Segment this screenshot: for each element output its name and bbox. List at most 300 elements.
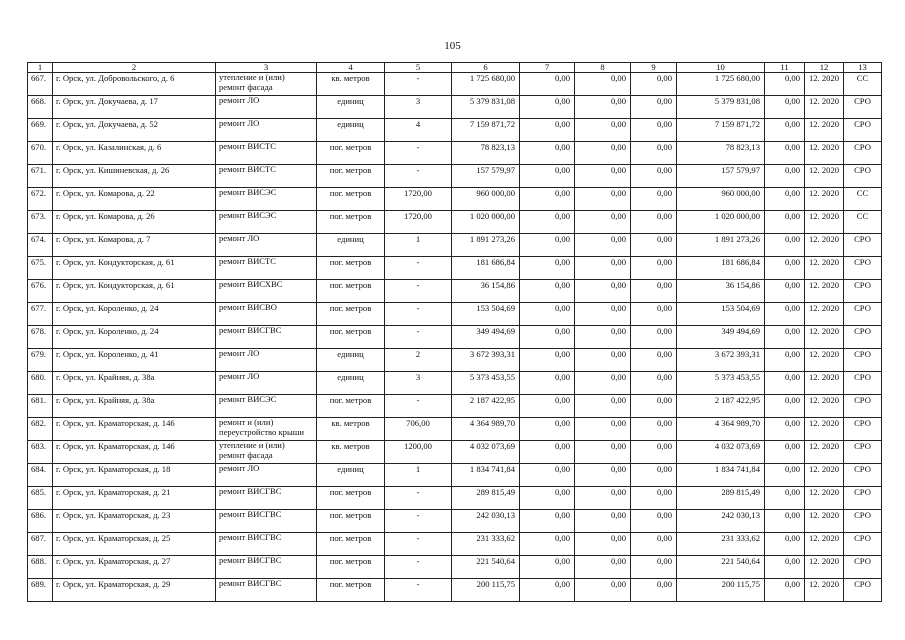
owner-funds-cell: 4 364 989,70 bbox=[677, 418, 765, 441]
total-cost-cell: 349 494,69 bbox=[452, 326, 520, 349]
quantity-cell: - bbox=[385, 142, 452, 165]
table-row bbox=[28, 510, 882, 533]
other-funds-cell: 0,00 bbox=[765, 579, 805, 602]
deadline-cell: 12. 2020 bbox=[805, 372, 844, 395]
table-row bbox=[28, 556, 882, 579]
unit-cell: пог. метров bbox=[317, 556, 385, 579]
column-header: 5 bbox=[385, 63, 452, 73]
address-cell: г. Орск, ул. Краматорская, д. 27 bbox=[53, 556, 216, 579]
address-cell: г. Орск, ул. Кондукторская, д. 61 bbox=[53, 280, 216, 303]
address-cell: г. Орск, ул. Краматорская, д. 29 bbox=[53, 579, 216, 602]
method-cell: СРО bbox=[844, 418, 882, 441]
table-row bbox=[28, 257, 882, 280]
work-type-cell: ремонт ВИСГВС bbox=[216, 487, 317, 510]
other-funds-cell: 0,00 bbox=[765, 142, 805, 165]
deadline-cell: 12. 2020 bbox=[805, 464, 844, 487]
work-type-cell: ремонт ВИСТС bbox=[216, 165, 317, 188]
owner-funds-cell: 157 579,97 bbox=[677, 165, 765, 188]
address-cell: г. Орск, ул. Короленко, д. 24 bbox=[53, 303, 216, 326]
other-funds-cell: 0,00 bbox=[765, 418, 805, 441]
total-cost-cell: 4 032 073,69 bbox=[452, 441, 520, 464]
work-type-cell: ремонт ВИСТС bbox=[216, 142, 317, 165]
table-row bbox=[28, 165, 882, 188]
quantity-cell: 3 bbox=[385, 96, 452, 119]
work-type-cell: ремонт ЛО bbox=[216, 464, 317, 487]
local-funds-cell: 0,00 bbox=[631, 211, 677, 234]
method-cell: СС bbox=[844, 188, 882, 211]
federal-funds-cell: 0,00 bbox=[520, 487, 575, 510]
address-cell: г. Орск, ул. Комарова, д. 26 bbox=[53, 211, 216, 234]
table-row bbox=[28, 188, 882, 211]
regional-funds-cell: 0,00 bbox=[575, 556, 631, 579]
regional-funds-cell: 0,00 bbox=[575, 211, 631, 234]
address-cell: г. Орск, ул. Добровольского, д. 6 bbox=[53, 73, 216, 96]
unit-cell: пог. метров bbox=[317, 188, 385, 211]
quantity-cell: - bbox=[385, 303, 452, 326]
owner-funds-cell: 5 379 831,08 bbox=[677, 96, 765, 119]
local-funds-cell: 0,00 bbox=[631, 395, 677, 418]
quantity-cell: 1 bbox=[385, 234, 452, 257]
address-cell: г. Орск, ул. Короленко, д. 24 bbox=[53, 326, 216, 349]
deadline-cell: 12. 2020 bbox=[805, 303, 844, 326]
total-cost-cell: 7 159 871,72 bbox=[452, 119, 520, 142]
unit-cell: единиц bbox=[317, 372, 385, 395]
federal-funds-cell: 0,00 bbox=[520, 303, 575, 326]
regional-funds-cell: 0,00 bbox=[575, 487, 631, 510]
regional-funds-cell: 0,00 bbox=[575, 579, 631, 602]
unit-cell: пог. метров bbox=[317, 142, 385, 165]
regional-funds-cell: 0,00 bbox=[575, 96, 631, 119]
deadline-cell: 12. 2020 bbox=[805, 326, 844, 349]
owner-funds-cell: 3 672 393,31 bbox=[677, 349, 765, 372]
work-type-cell: ремонт ВИСГВС bbox=[216, 326, 317, 349]
row-number-cell: 669. bbox=[28, 119, 53, 142]
local-funds-cell: 0,00 bbox=[631, 349, 677, 372]
total-cost-cell: 5 379 831,08 bbox=[452, 96, 520, 119]
address-cell: г. Орск, ул. Комарова, д. 22 bbox=[53, 188, 216, 211]
total-cost-cell: 78 823,13 bbox=[452, 142, 520, 165]
local-funds-cell: 0,00 bbox=[631, 234, 677, 257]
row-number-cell: 677. bbox=[28, 303, 53, 326]
row-number-cell: 672. bbox=[28, 188, 53, 211]
owner-funds-cell: 289 815,49 bbox=[677, 487, 765, 510]
method-cell: СРО bbox=[844, 257, 882, 280]
address-cell: г. Орск, ул. Кондукторская, д. 61 bbox=[53, 257, 216, 280]
regional-funds-cell: 0,00 bbox=[575, 441, 631, 464]
other-funds-cell: 0,00 bbox=[765, 257, 805, 280]
table-row bbox=[28, 533, 882, 556]
column-header: 8 bbox=[575, 63, 631, 73]
regional-funds-cell: 0,00 bbox=[575, 349, 631, 372]
owner-funds-cell: 36 154,86 bbox=[677, 280, 765, 303]
other-funds-cell: 0,00 bbox=[765, 188, 805, 211]
total-cost-cell: 157 579,97 bbox=[452, 165, 520, 188]
work-type-cell: ремонт ВИСЭС bbox=[216, 395, 317, 418]
work-type-cell: утепление и (или) ремонт фасада bbox=[216, 73, 317, 96]
local-funds-cell: 0,00 bbox=[631, 280, 677, 303]
unit-cell: единиц bbox=[317, 96, 385, 119]
total-cost-cell: 289 815,49 bbox=[452, 487, 520, 510]
regional-funds-cell: 0,00 bbox=[575, 234, 631, 257]
column-header: 7 bbox=[520, 63, 575, 73]
quantity-cell: - bbox=[385, 280, 452, 303]
method-cell: СРО bbox=[844, 441, 882, 464]
table-row bbox=[28, 395, 882, 418]
other-funds-cell: 0,00 bbox=[765, 395, 805, 418]
owner-funds-cell: 1 725 680,00 bbox=[677, 73, 765, 96]
total-cost-cell: 36 154,86 bbox=[452, 280, 520, 303]
row-number-cell: 681. bbox=[28, 395, 53, 418]
column-header: 11 bbox=[765, 63, 805, 73]
local-funds-cell: 0,00 bbox=[631, 188, 677, 211]
table-row bbox=[28, 418, 882, 441]
table-row bbox=[28, 142, 882, 165]
address-cell: г. Орск, ул. Краматорская, д. 25 bbox=[53, 533, 216, 556]
work-type-cell: ремонт ВИСГВС bbox=[216, 510, 317, 533]
local-funds-cell: 0,00 bbox=[631, 441, 677, 464]
owner-funds-cell: 349 494,69 bbox=[677, 326, 765, 349]
deadline-cell: 12. 2020 bbox=[805, 556, 844, 579]
other-funds-cell: 0,00 bbox=[765, 533, 805, 556]
regional-funds-cell: 0,00 bbox=[575, 372, 631, 395]
unit-cell: единиц bbox=[317, 234, 385, 257]
table-row bbox=[28, 303, 882, 326]
regional-funds-cell: 0,00 bbox=[575, 510, 631, 533]
method-cell: СРО bbox=[844, 556, 882, 579]
unit-cell: пог. метров bbox=[317, 487, 385, 510]
row-number-cell: 668. bbox=[28, 96, 53, 119]
owner-funds-cell: 1 020 000,00 bbox=[677, 211, 765, 234]
owner-funds-cell: 181 686,84 bbox=[677, 257, 765, 280]
method-cell: СРО bbox=[844, 234, 882, 257]
regional-funds-cell: 0,00 bbox=[575, 165, 631, 188]
federal-funds-cell: 0,00 bbox=[520, 579, 575, 602]
other-funds-cell: 0,00 bbox=[765, 464, 805, 487]
deadline-cell: 12. 2020 bbox=[805, 257, 844, 280]
local-funds-cell: 0,00 bbox=[631, 73, 677, 96]
work-type-cell: ремонт ВИСХВС bbox=[216, 280, 317, 303]
other-funds-cell: 0,00 bbox=[765, 280, 805, 303]
address-cell: г. Орск, ул. Краматорская, д. 23 bbox=[53, 510, 216, 533]
total-cost-cell: 153 504,69 bbox=[452, 303, 520, 326]
federal-funds-cell: 0,00 bbox=[520, 395, 575, 418]
deadline-cell: 12. 2020 bbox=[805, 510, 844, 533]
method-cell: СС bbox=[844, 73, 882, 96]
row-number-cell: 686. bbox=[28, 510, 53, 533]
quantity-cell: 706,00 bbox=[385, 418, 452, 441]
regional-funds-cell: 0,00 bbox=[575, 188, 631, 211]
table-row bbox=[28, 372, 882, 395]
method-cell: СРО bbox=[844, 165, 882, 188]
federal-funds-cell: 0,00 bbox=[520, 372, 575, 395]
row-number-cell: 685. bbox=[28, 487, 53, 510]
row-number-cell: 667. bbox=[28, 73, 53, 96]
address-cell: г. Орск, ул. Крайняя, д. 38а bbox=[53, 372, 216, 395]
other-funds-cell: 0,00 bbox=[765, 441, 805, 464]
column-header: 6 bbox=[452, 63, 520, 73]
quantity-cell: - bbox=[385, 73, 452, 96]
method-cell: СРО bbox=[844, 464, 882, 487]
row-number-cell: 674. bbox=[28, 234, 53, 257]
deadline-cell: 12. 2020 bbox=[805, 165, 844, 188]
page-number: 105 bbox=[444, 40, 461, 52]
other-funds-cell: 0,00 bbox=[765, 556, 805, 579]
local-funds-cell: 0,00 bbox=[631, 372, 677, 395]
unit-cell: пог. метров bbox=[317, 303, 385, 326]
quantity-cell: - bbox=[385, 487, 452, 510]
deadline-cell: 12. 2020 bbox=[805, 234, 844, 257]
method-cell: СРО bbox=[844, 533, 882, 556]
unit-cell: пог. метров bbox=[317, 326, 385, 349]
quantity-cell: - bbox=[385, 533, 452, 556]
regional-funds-cell: 0,00 bbox=[575, 257, 631, 280]
work-type-cell: ремонт ВИСЭС bbox=[216, 211, 317, 234]
total-cost-cell: 3 672 393,31 bbox=[452, 349, 520, 372]
address-cell: г. Орск, ул. Краматорская, д. 18 bbox=[53, 464, 216, 487]
work-type-cell: ремонт ВИСТС bbox=[216, 257, 317, 280]
row-number-cell: 671. bbox=[28, 165, 53, 188]
row-number-cell: 687. bbox=[28, 533, 53, 556]
table-row bbox=[28, 280, 882, 303]
method-cell: СРО bbox=[844, 280, 882, 303]
table-row bbox=[28, 96, 882, 119]
unit-cell: единиц bbox=[317, 349, 385, 372]
federal-funds-cell: 0,00 bbox=[520, 533, 575, 556]
row-number-cell: 670. bbox=[28, 142, 53, 165]
quantity-cell: - bbox=[385, 257, 452, 280]
quantity-cell: 1 bbox=[385, 464, 452, 487]
federal-funds-cell: 0,00 bbox=[520, 96, 575, 119]
row-number-cell: 679. bbox=[28, 349, 53, 372]
row-number-cell: 675. bbox=[28, 257, 53, 280]
local-funds-cell: 0,00 bbox=[631, 418, 677, 441]
other-funds-cell: 0,00 bbox=[765, 510, 805, 533]
table-row bbox=[28, 487, 882, 510]
deadline-cell: 12. 2020 bbox=[805, 349, 844, 372]
deadline-cell: 12. 2020 bbox=[805, 142, 844, 165]
unit-cell: пог. метров bbox=[317, 257, 385, 280]
unit-cell: пог. метров bbox=[317, 395, 385, 418]
table-row bbox=[28, 441, 882, 464]
owner-funds-cell: 2 187 422,95 bbox=[677, 395, 765, 418]
quantity-cell: - bbox=[385, 165, 452, 188]
work-type-cell: ремонт ВИСГВС bbox=[216, 556, 317, 579]
deadline-cell: 12. 2020 bbox=[805, 73, 844, 96]
deadline-cell: 12. 2020 bbox=[805, 487, 844, 510]
quantity-cell: - bbox=[385, 510, 452, 533]
method-cell: СРО bbox=[844, 395, 882, 418]
table-row bbox=[28, 211, 882, 234]
unit-cell: кв. метров bbox=[317, 418, 385, 441]
unit-cell: пог. метров bbox=[317, 211, 385, 234]
other-funds-cell: 0,00 bbox=[765, 326, 805, 349]
method-cell: СРО bbox=[844, 487, 882, 510]
owner-funds-cell: 231 333,62 bbox=[677, 533, 765, 556]
table-row bbox=[28, 119, 882, 142]
unit-cell: пог. метров bbox=[317, 579, 385, 602]
table-row bbox=[28, 579, 882, 602]
work-type-cell: ремонт ЛО bbox=[216, 96, 317, 119]
unit-cell: пог. метров bbox=[317, 510, 385, 533]
local-funds-cell: 0,00 bbox=[631, 142, 677, 165]
total-cost-cell: 221 540,64 bbox=[452, 556, 520, 579]
local-funds-cell: 0,00 bbox=[631, 257, 677, 280]
deadline-cell: 12. 2020 bbox=[805, 441, 844, 464]
work-type-cell: ремонт ВИСГВС bbox=[216, 579, 317, 602]
federal-funds-cell: 0,00 bbox=[520, 142, 575, 165]
deadline-cell: 12. 2020 bbox=[805, 119, 844, 142]
regional-funds-cell: 0,00 bbox=[575, 418, 631, 441]
total-cost-cell: 200 115,75 bbox=[452, 579, 520, 602]
other-funds-cell: 0,00 bbox=[765, 96, 805, 119]
federal-funds-cell: 0,00 bbox=[520, 73, 575, 96]
quantity-cell: 1720,00 bbox=[385, 211, 452, 234]
owner-funds-cell: 4 032 073,69 bbox=[677, 441, 765, 464]
deadline-cell: 12. 2020 bbox=[805, 280, 844, 303]
federal-funds-cell: 0,00 bbox=[520, 556, 575, 579]
row-number-cell: 680. bbox=[28, 372, 53, 395]
total-cost-cell: 242 030,13 bbox=[452, 510, 520, 533]
federal-funds-cell: 0,00 bbox=[520, 326, 575, 349]
address-cell: г. Орск, ул. Короленко, д. 41 bbox=[53, 349, 216, 372]
deadline-cell: 12. 2020 bbox=[805, 579, 844, 602]
owner-funds-cell: 242 030,13 bbox=[677, 510, 765, 533]
method-cell: СРО bbox=[844, 142, 882, 165]
regional-funds-cell: 0,00 bbox=[575, 326, 631, 349]
column-header: 3 bbox=[216, 63, 317, 73]
work-type-cell: ремонт ЛО bbox=[216, 119, 317, 142]
quantity-cell: - bbox=[385, 326, 452, 349]
total-cost-cell: 1 834 741,84 bbox=[452, 464, 520, 487]
address-cell: г. Орск, ул. Краматорская, д. 21 bbox=[53, 487, 216, 510]
total-cost-cell: 1 020 000,00 bbox=[452, 211, 520, 234]
quantity-cell: 1200,00 bbox=[385, 441, 452, 464]
total-cost-cell: 960 000,00 bbox=[452, 188, 520, 211]
address-cell: г. Орск, ул. Крайняя, д. 38а bbox=[53, 395, 216, 418]
local-funds-cell: 0,00 bbox=[631, 464, 677, 487]
local-funds-cell: 0,00 bbox=[631, 510, 677, 533]
unit-cell: кв. метров bbox=[317, 73, 385, 96]
regional-funds-cell: 0,00 bbox=[575, 73, 631, 96]
work-type-cell: ремонт ЛО bbox=[216, 234, 317, 257]
federal-funds-cell: 0,00 bbox=[520, 464, 575, 487]
regional-funds-cell: 0,00 bbox=[575, 464, 631, 487]
column-header: 1 bbox=[28, 63, 53, 73]
work-type-cell: ремонт ЛО bbox=[216, 372, 317, 395]
unit-cell: пог. метров bbox=[317, 280, 385, 303]
total-cost-cell: 5 373 453,55 bbox=[452, 372, 520, 395]
owner-funds-cell: 153 504,69 bbox=[677, 303, 765, 326]
address-cell: г. Орск, ул. Кишиневская, д. 26 bbox=[53, 165, 216, 188]
total-cost-cell: 181 686,84 bbox=[452, 257, 520, 280]
quantity-cell: 3 bbox=[385, 372, 452, 395]
table-row bbox=[28, 234, 882, 257]
owner-funds-cell: 221 540,64 bbox=[677, 556, 765, 579]
repair-schedule-table bbox=[27, 62, 882, 602]
column-header: 12 bbox=[805, 63, 844, 73]
federal-funds-cell: 0,00 bbox=[520, 257, 575, 280]
address-cell: г. Орск, ул. Комарова, д. 7 bbox=[53, 234, 216, 257]
work-type-cell: ремонт ВИСЭС bbox=[216, 188, 317, 211]
federal-funds-cell: 0,00 bbox=[520, 280, 575, 303]
method-cell: СРО bbox=[844, 96, 882, 119]
local-funds-cell: 0,00 bbox=[631, 533, 677, 556]
total-cost-cell: 2 187 422,95 bbox=[452, 395, 520, 418]
local-funds-cell: 0,00 bbox=[631, 556, 677, 579]
unit-cell: единиц bbox=[317, 464, 385, 487]
address-cell: г. Орск, ул. Докучаева, д. 52 bbox=[53, 119, 216, 142]
local-funds-cell: 0,00 bbox=[631, 96, 677, 119]
quantity-cell: - bbox=[385, 395, 452, 418]
unit-cell: кв. метров bbox=[317, 441, 385, 464]
local-funds-cell: 0,00 bbox=[631, 487, 677, 510]
owner-funds-cell: 1 834 741,84 bbox=[677, 464, 765, 487]
regional-funds-cell: 0,00 bbox=[575, 142, 631, 165]
deadline-cell: 12. 2020 bbox=[805, 395, 844, 418]
deadline-cell: 12. 2020 bbox=[805, 188, 844, 211]
unit-cell: пог. метров bbox=[317, 165, 385, 188]
total-cost-cell: 231 333,62 bbox=[452, 533, 520, 556]
deadline-cell: 12. 2020 bbox=[805, 211, 844, 234]
total-cost-cell: 4 364 989,70 bbox=[452, 418, 520, 441]
other-funds-cell: 0,00 bbox=[765, 73, 805, 96]
local-funds-cell: 0,00 bbox=[631, 579, 677, 602]
quantity-cell: 2 bbox=[385, 349, 452, 372]
deadline-cell: 12. 2020 bbox=[805, 96, 844, 119]
owner-funds-cell: 5 373 453,55 bbox=[677, 372, 765, 395]
method-cell: СРО bbox=[844, 303, 882, 326]
address-cell: г. Орск, ул. Краматорская, д. 146 bbox=[53, 418, 216, 441]
work-type-cell: ремонт ВИСГВС bbox=[216, 533, 317, 556]
row-number-cell: 682. bbox=[28, 418, 53, 441]
total-cost-cell: 1 891 273,26 bbox=[452, 234, 520, 257]
row-number-cell: 684. bbox=[28, 464, 53, 487]
row-number-cell: 676. bbox=[28, 280, 53, 303]
unit-cell: пог. метров bbox=[317, 533, 385, 556]
quantity-cell: 1720,00 bbox=[385, 188, 452, 211]
column-header: 2 bbox=[53, 63, 216, 73]
federal-funds-cell: 0,00 bbox=[520, 211, 575, 234]
row-number-cell: 689. bbox=[28, 579, 53, 602]
federal-funds-cell: 0,00 bbox=[520, 510, 575, 533]
owner-funds-cell: 1 891 273,26 bbox=[677, 234, 765, 257]
owner-funds-cell: 78 823,13 bbox=[677, 142, 765, 165]
other-funds-cell: 0,00 bbox=[765, 349, 805, 372]
other-funds-cell: 0,00 bbox=[765, 303, 805, 326]
federal-funds-cell: 0,00 bbox=[520, 234, 575, 257]
method-cell: СРО bbox=[844, 579, 882, 602]
method-cell: СРО bbox=[844, 349, 882, 372]
federal-funds-cell: 0,00 bbox=[520, 119, 575, 142]
column-header: 13 bbox=[844, 63, 882, 73]
regional-funds-cell: 0,00 bbox=[575, 119, 631, 142]
owner-funds-cell: 960 000,00 bbox=[677, 188, 765, 211]
other-funds-cell: 0,00 bbox=[765, 372, 805, 395]
federal-funds-cell: 0,00 bbox=[520, 418, 575, 441]
other-funds-cell: 0,00 bbox=[765, 165, 805, 188]
row-number-cell: 673. bbox=[28, 211, 53, 234]
column-header: 4 bbox=[317, 63, 385, 73]
column-header: 9 bbox=[631, 63, 677, 73]
local-funds-cell: 0,00 bbox=[631, 303, 677, 326]
local-funds-cell: 0,00 bbox=[631, 165, 677, 188]
owner-funds-cell: 7 159 871,72 bbox=[677, 119, 765, 142]
regional-funds-cell: 0,00 bbox=[575, 303, 631, 326]
method-cell: СРО bbox=[844, 372, 882, 395]
method-cell: СРО bbox=[844, 119, 882, 142]
work-type-cell: ремонт и (или) переустройство крыши bbox=[216, 418, 317, 441]
address-cell: г. Орск, ул. Краматорская, д. 146 bbox=[53, 441, 216, 464]
